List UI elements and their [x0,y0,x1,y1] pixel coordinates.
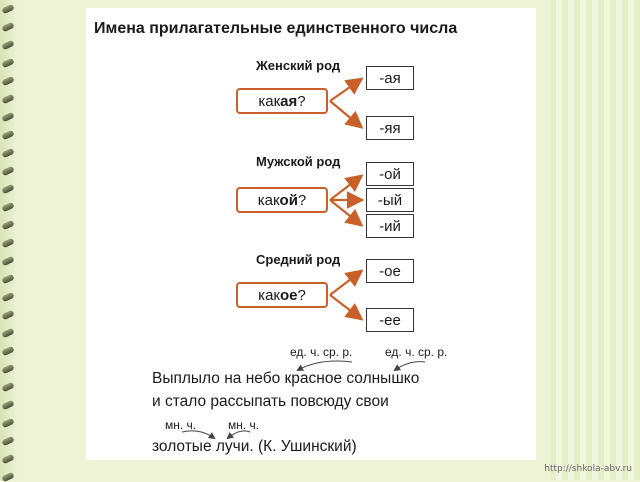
arrow [330,200,360,224]
gender-label-feminine: Женский род [256,58,341,73]
question-mark: ? [297,92,306,110]
note-arc [395,362,425,370]
annotation-note: мн. ч. [228,418,260,432]
ending-box: -ий [366,214,414,238]
example-line-1: Выплыло на небо красное солнышко [152,370,420,387]
question-mark: ? [297,286,306,304]
question-ending: ой [279,191,298,209]
question-text: как [257,191,280,209]
question-mark: ? [297,191,307,209]
arrow [330,177,360,200]
ending-box: -ой [366,162,414,186]
source-url: http://shkola-abv.ru [544,464,632,474]
arrow [330,272,360,295]
question-text: как [258,92,281,110]
ending-box: -ая [366,66,414,90]
question-ending: ая [280,92,298,110]
ending-box: -яя [366,116,414,140]
annotation-note: ед. ч. ср. р. [385,345,448,359]
arrow [330,101,360,126]
arrow [330,295,360,318]
gender-label-masculine: Мужской род [256,154,341,169]
ending-box: -ее [366,308,414,332]
ending-box: -ое [366,259,414,283]
annotation-note: ед. ч. ср. р. [290,345,353,359]
annotation-note: мн. ч. [165,418,197,432]
gender-label-neuter: Средний род [256,252,341,267]
slide-title: Имена прилагательные единственного числа [94,20,458,37]
note-arc [298,361,352,370]
ending-box: -ый [366,188,414,212]
question-ending: ое [279,286,298,304]
question-text: как [258,286,280,304]
arrow [330,80,360,101]
example-line-3: золотые лучи. (К. Ушинский) [152,438,357,455]
example-line-2: и стало рассыпать повсюду свои [152,393,389,410]
